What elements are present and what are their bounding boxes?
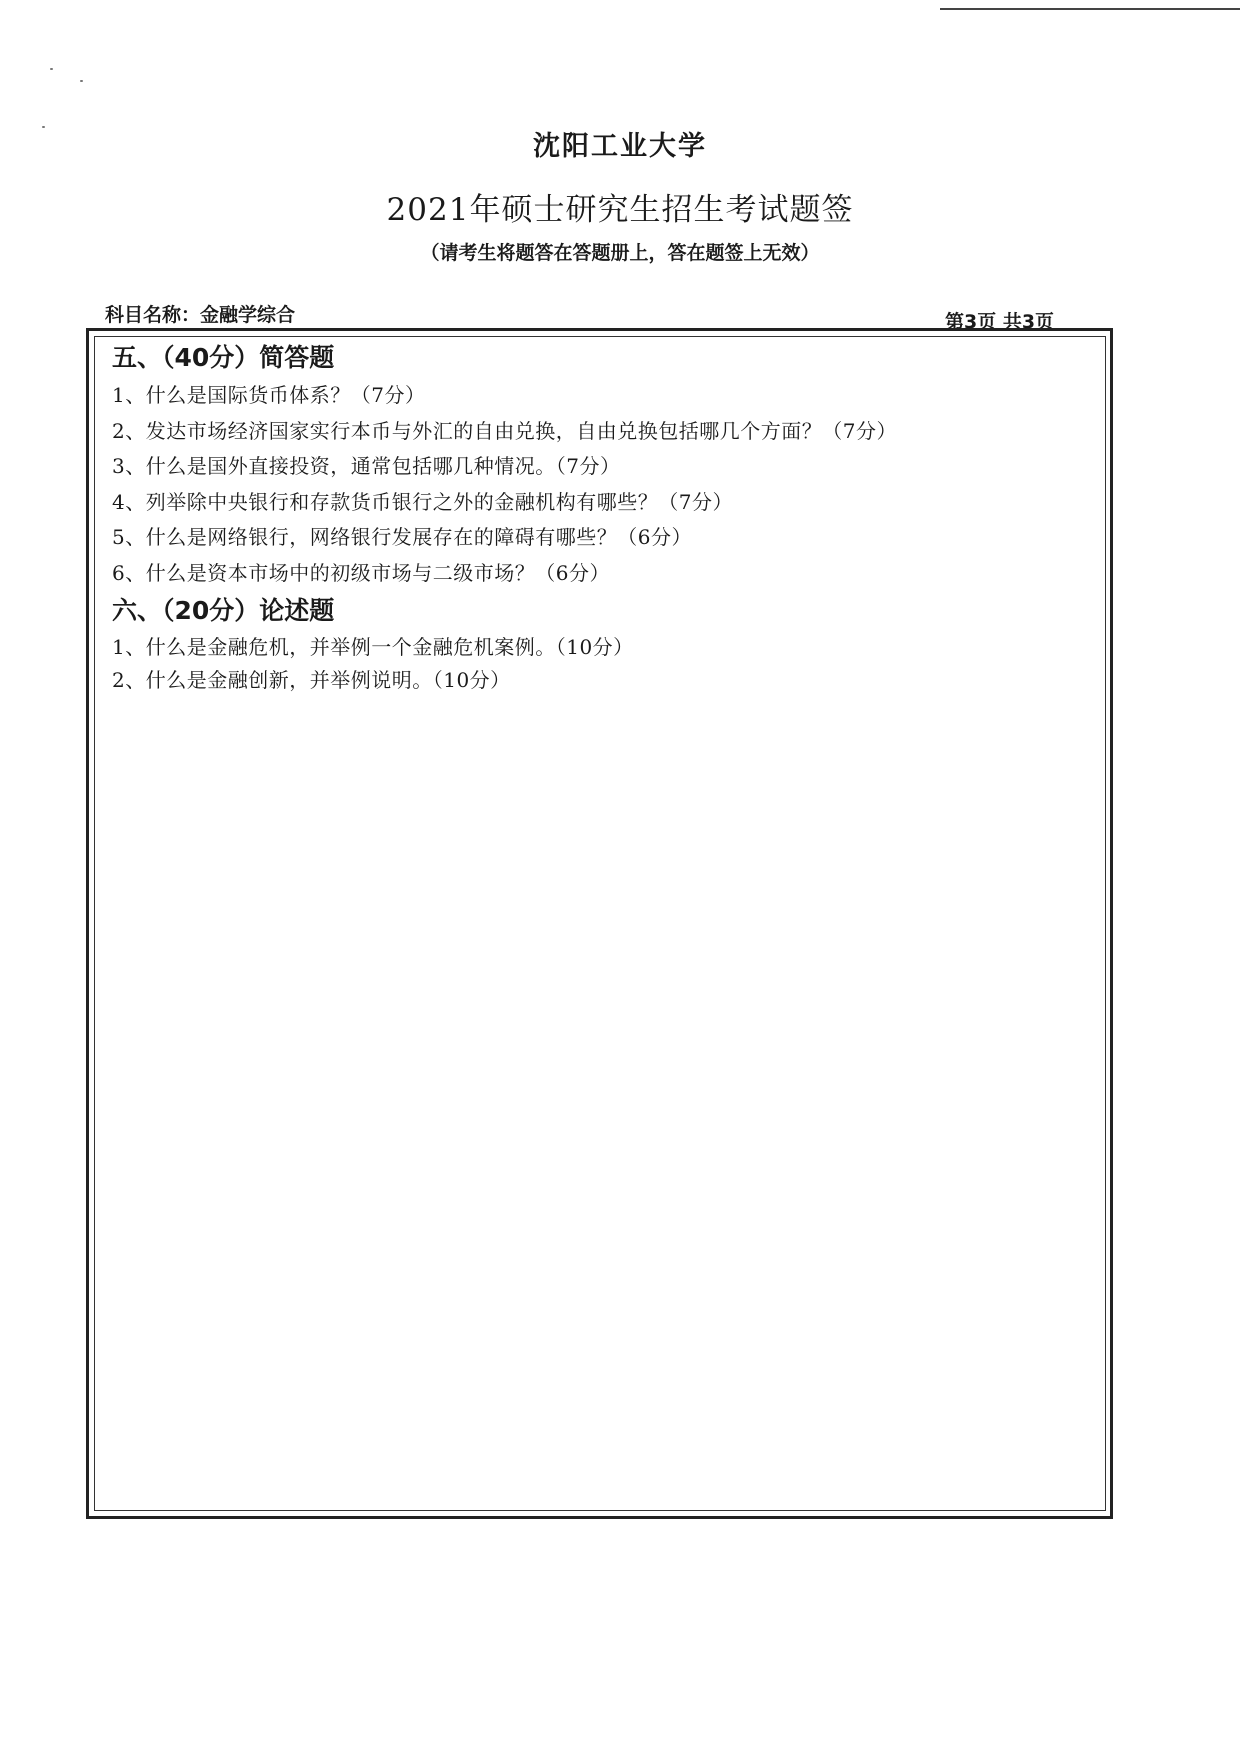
section-heading-short-answer: 五、（40分）简答题: [112, 343, 335, 372]
question-6-2: 2、什么是金融创新，并举例说明。（10分）: [112, 668, 511, 692]
question-content: [112, 338, 1092, 697]
question-5-5: 5、什么是网络银行，网络银行发展存在的障碍有哪些？（6分）: [112, 525, 692, 549]
question-5-1: 1、什么是国际货币体系？（7分）: [112, 383, 426, 407]
question-6-1: 1、什么是金融危机，并举例一个金融危机案例。（10分）: [112, 635, 634, 659]
section-heading-essay: 六、（20分）论述题: [112, 596, 335, 625]
scan-edge-line: [940, 8, 1240, 10]
exam-title: 2021年硕士研究生招生考试题签: [386, 192, 854, 228]
question-5-4: 4、列举除中央银行和存款货币银行之外的金融机构有哪些？（7分）: [112, 489, 733, 514]
subject-name: 科目名称：金融学综合: [105, 304, 296, 326]
scan-speck: [80, 80, 83, 82]
university-name: 沈阳工业大学: [533, 131, 707, 162]
question-5-3: 3、什么是国外直接投资，通常包括哪几种情况。（7分）: [112, 454, 621, 478]
exam-notice: （请考生将题答在答题册上，答在题签上无效）: [420, 242, 820, 264]
scan-speck: [50, 68, 53, 70]
question-5-2: 2、发达市场经济国家实行本币与外汇的自由兑换，自由兑换包括哪几个方面？（7分）: [112, 418, 897, 443]
question-5-6: 6、什么是资本市场中的初级市场与二级市场？（6分）: [112, 560, 610, 585]
page-info: 第3页 共3页: [945, 311, 1055, 333]
